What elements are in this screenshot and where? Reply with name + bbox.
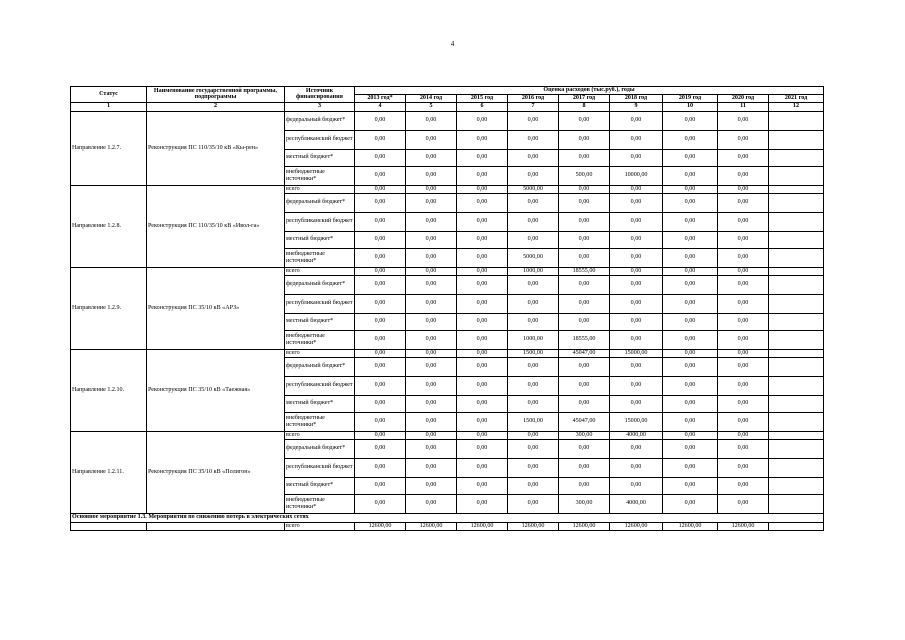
amount-cell: 0,00 <box>559 275 610 294</box>
amount-cell <box>769 439 824 458</box>
amount-cell: 0,00 <box>718 185 769 193</box>
amount-cell: 0,00 <box>457 212 508 231</box>
funding-source-republic: республиканский бюджет <box>285 458 355 477</box>
amount-cell: 45047,00 <box>559 412 610 431</box>
header-year: 2021 год <box>769 94 824 102</box>
amount-cell: 0,00 <box>718 376 769 395</box>
amount-cell: 0,00 <box>663 458 718 477</box>
amount-cell: 0,00 <box>559 477 610 494</box>
amount-cell: 12600,00 <box>355 522 406 530</box>
amount-cell: 0,00 <box>663 395 718 412</box>
amount-cell: 15000,00 <box>610 349 663 357</box>
amount-cell: 0,00 <box>355 248 406 267</box>
amount-cell: 4000,00 <box>610 494 663 513</box>
amount-cell: 0,00 <box>355 231 406 248</box>
amount-cell: 0,00 <box>406 376 457 395</box>
amount-cell: 12600,00 <box>663 522 718 530</box>
project-name: Реконструкция ПС 110/35/10 кВ «Кы-рен» <box>147 111 285 185</box>
amount-cell: 0,00 <box>718 111 769 130</box>
amount-cell: 0,00 <box>610 267 663 275</box>
project-name: Реконструкция ПС 35/10 кВ «Полигон» <box>147 431 285 513</box>
funding-source-federal: федеральный бюджет* <box>285 357 355 376</box>
column-number: 3 <box>285 102 355 111</box>
amount-cell: 0,00 <box>457 376 508 395</box>
amount-cell: 0,00 <box>663 149 718 166</box>
header-year: 2018 год <box>610 94 663 102</box>
amount-cell <box>769 248 824 267</box>
column-number: 12 <box>769 102 824 111</box>
funding-source-republic: республиканский бюджет <box>285 130 355 149</box>
amount-cell <box>769 395 824 412</box>
amount-cell: 0,00 <box>406 412 457 431</box>
direction-status: Направление 1.2.7. <box>71 111 147 185</box>
amount-cell: 0,00 <box>610 248 663 267</box>
amount-cell: 0,00 <box>355 130 406 149</box>
amount-cell <box>769 185 824 193</box>
amount-cell: 0,00 <box>508 130 559 149</box>
name-empty <box>147 522 285 530</box>
amount-cell <box>769 267 824 275</box>
project-name: Реконструкция ПС 35/10 кВ «Таежная» <box>147 349 285 431</box>
amount-cell: 0,00 <box>406 357 457 376</box>
amount-cell: 0,00 <box>718 330 769 349</box>
amount-cell: 0,00 <box>355 275 406 294</box>
amount-cell: 0,00 <box>457 166 508 185</box>
amount-cell: 0,00 <box>663 111 718 130</box>
amount-cell: 0,00 <box>355 357 406 376</box>
amount-cell: 0,00 <box>559 357 610 376</box>
amount-cell: 1500,00 <box>508 349 559 357</box>
amount-cell <box>769 166 824 185</box>
funding-source-local: местный бюджет* <box>285 231 355 248</box>
amount-cell: 0,00 <box>559 313 610 330</box>
amount-cell: 0,00 <box>355 267 406 275</box>
amount-cell: 0,00 <box>457 349 508 357</box>
amount-cell: 0,00 <box>406 313 457 330</box>
amount-cell: 0,00 <box>718 349 769 357</box>
amount-cell: 0,00 <box>406 149 457 166</box>
funding-source-local: местный бюджет* <box>285 477 355 494</box>
amount-cell: 0,00 <box>406 212 457 231</box>
amount-cell: 0,00 <box>610 395 663 412</box>
amount-cell: 1000,00 <box>508 330 559 349</box>
funding-source-total: всего <box>285 267 355 275</box>
amount-cell: 0,00 <box>355 395 406 412</box>
funding-source-extra: внебюджетные источники* <box>285 412 355 431</box>
column-number: 9 <box>610 102 663 111</box>
amount-cell: 0,00 <box>559 149 610 166</box>
amount-cell: 0,00 <box>610 313 663 330</box>
amount-cell <box>769 330 824 349</box>
amount-cell: 0,00 <box>355 412 406 431</box>
column-number: 5 <box>406 102 457 111</box>
header-year: 2014 год <box>406 94 457 102</box>
amount-cell: 0,00 <box>559 376 610 395</box>
amount-cell: 0,00 <box>559 185 610 193</box>
amount-cell <box>769 412 824 431</box>
header-year: 2015 год <box>457 94 508 102</box>
amount-cell: 0,00 <box>718 477 769 494</box>
amount-cell: 0,00 <box>355 111 406 130</box>
amount-cell: 0,00 <box>663 330 718 349</box>
amount-cell: 0,00 <box>406 275 457 294</box>
amount-cell: 0,00 <box>457 458 508 477</box>
column-number: 11 <box>718 102 769 111</box>
amount-cell: 0,00 <box>610 193 663 212</box>
amount-cell: 0,00 <box>406 439 457 458</box>
amount-cell: 4000,00 <box>610 431 663 439</box>
table-row <box>71 111 824 130</box>
amount-cell: 0,00 <box>508 231 559 248</box>
amount-cell: 0,00 <box>406 458 457 477</box>
amount-cell <box>769 313 824 330</box>
amount-cell: 0,00 <box>355 494 406 513</box>
direction-status: Направление 1.2.10. <box>71 349 147 431</box>
amount-cell: 0,00 <box>457 130 508 149</box>
amount-cell: 12600,00 <box>406 522 457 530</box>
amount-cell: 0,00 <box>457 494 508 513</box>
amount-cell: 0,00 <box>559 111 610 130</box>
amount-cell: 0,00 <box>406 231 457 248</box>
amount-cell <box>769 357 824 376</box>
amount-cell: 0,00 <box>718 267 769 275</box>
amount-cell: 0,00 <box>508 395 559 412</box>
amount-cell <box>769 149 824 166</box>
amount-cell: 0,00 <box>355 439 406 458</box>
amount-cell: 0,00 <box>663 267 718 275</box>
amount-cell: 0,00 <box>718 439 769 458</box>
amount-cell: 0,00 <box>663 477 718 494</box>
amount-cell: 0,00 <box>559 395 610 412</box>
amount-cell: 0,00 <box>663 185 718 193</box>
amount-cell: 1500,00 <box>508 412 559 431</box>
amount-cell: 0,00 <box>718 130 769 149</box>
amount-cell: 0,00 <box>508 458 559 477</box>
amount-cell <box>769 212 824 231</box>
amount-cell <box>769 111 824 130</box>
amount-cell: 0,00 <box>718 149 769 166</box>
amount-cell: 0,00 <box>355 212 406 231</box>
amount-cell: 0,00 <box>457 431 508 439</box>
header-name: Наименование государственной программы, подпрограммы <box>147 87 285 103</box>
amount-cell: 0,00 <box>508 149 559 166</box>
amount-cell: 18555,00 <box>559 330 610 349</box>
amount-cell: 0,00 <box>406 267 457 275</box>
amount-cell: 0,00 <box>718 431 769 439</box>
amount-cell: 0,00 <box>406 111 457 130</box>
amount-cell: 0,00 <box>663 431 718 439</box>
amount-cell: 0,00 <box>457 313 508 330</box>
amount-cell: 0,00 <box>663 248 718 267</box>
amount-cell: 0,00 <box>718 193 769 212</box>
amount-cell: 0,00 <box>457 357 508 376</box>
amount-cell: 0,00 <box>559 212 610 231</box>
amount-cell: 0,00 <box>508 431 559 439</box>
amount-cell: 0,00 <box>610 294 663 313</box>
amount-cell: 0,00 <box>406 395 457 412</box>
amount-cell <box>769 294 824 313</box>
amount-cell: 0,00 <box>355 431 406 439</box>
column-number: 6 <box>457 102 508 111</box>
amount-cell: 0,00 <box>663 212 718 231</box>
amount-cell: 0,00 <box>457 267 508 275</box>
amount-cell: 0,00 <box>355 185 406 193</box>
amount-cell: 0,00 <box>406 349 457 357</box>
amount-cell: 0,00 <box>610 149 663 166</box>
amount-cell: 0,00 <box>610 376 663 395</box>
amount-cell: 0,00 <box>663 376 718 395</box>
amount-cell: 0,00 <box>610 458 663 477</box>
amount-cell <box>769 130 824 149</box>
amount-cell: 0,00 <box>718 313 769 330</box>
amount-cell: 0,00 <box>406 330 457 349</box>
table-row <box>71 431 824 439</box>
amount-cell: 0,00 <box>718 458 769 477</box>
amount-cell: 500,00 <box>559 166 610 185</box>
amount-cell: 0,00 <box>559 193 610 212</box>
amount-cell: 0,00 <box>663 130 718 149</box>
amount-cell: 0,00 <box>457 185 508 193</box>
amount-cell: 0,00 <box>457 439 508 458</box>
funding-source-federal: федеральный бюджет* <box>285 111 355 130</box>
amount-cell: 0,00 <box>610 330 663 349</box>
amount-cell: 45047,00 <box>559 349 610 357</box>
status-empty <box>71 522 147 530</box>
amount-cell: 0,00 <box>457 395 508 412</box>
column-number: 1 <box>71 102 147 111</box>
amount-cell: 0,00 <box>355 149 406 166</box>
amount-cell: 0,00 <box>718 248 769 267</box>
amount-cell: 0,00 <box>457 231 508 248</box>
amount-cell: 12600,00 <box>457 522 508 530</box>
amount-cell: 0,00 <box>663 357 718 376</box>
amount-cell: 0,00 <box>718 275 769 294</box>
column-number: 4 <box>355 102 406 111</box>
amount-cell <box>769 231 824 248</box>
amount-cell: 0,00 <box>457 149 508 166</box>
amount-cell: 0,00 <box>663 166 718 185</box>
amount-cell: 0,00 <box>508 313 559 330</box>
amount-cell: 0,00 <box>355 376 406 395</box>
amount-cell: 0,00 <box>355 458 406 477</box>
amount-cell: 0,00 <box>355 193 406 212</box>
funding-source-republic: республиканский бюджет <box>285 294 355 313</box>
amount-cell <box>769 275 824 294</box>
amount-cell: 0,00 <box>718 294 769 313</box>
amount-cell: 0,00 <box>406 248 457 267</box>
amount-cell <box>769 522 824 530</box>
amount-cell: 0,00 <box>508 357 559 376</box>
column-number: 8 <box>559 102 610 111</box>
amount-cell: 0,00 <box>457 275 508 294</box>
header-year: 2016 год <box>508 94 559 102</box>
header-estimate: Оценка расходов (тыс.руб.), годы <box>355 87 824 95</box>
amount-cell: 0,00 <box>663 231 718 248</box>
amount-cell: 0,00 <box>457 330 508 349</box>
funding-source-extra: внебюджетные источники* <box>285 166 355 185</box>
amount-cell: 0,00 <box>406 185 457 193</box>
amount-cell: 0,00 <box>406 193 457 212</box>
section-row <box>71 513 824 522</box>
amount-cell: 0,00 <box>610 212 663 231</box>
amount-cell: 0,00 <box>508 477 559 494</box>
amount-cell: 300,00 <box>559 494 610 513</box>
table-row <box>71 349 824 357</box>
amount-cell: 0,00 <box>406 431 457 439</box>
funding-source-total: всего <box>285 431 355 439</box>
amount-cell <box>769 494 824 513</box>
amount-cell: 0,00 <box>718 357 769 376</box>
budget-table <box>70 86 824 531</box>
amount-cell: 0,00 <box>559 130 610 149</box>
amount-cell: 0,00 <box>718 494 769 513</box>
funding-source-republic: республиканский бюджет <box>285 376 355 395</box>
amount-cell: 10000,00 <box>610 166 663 185</box>
funding-source-extra: внебюджетные источники* <box>285 248 355 267</box>
amount-cell: 0,00 <box>663 349 718 357</box>
header-year: 2020 год <box>718 94 769 102</box>
funding-source-federal: федеральный бюджет* <box>285 193 355 212</box>
amount-cell: 0,00 <box>508 294 559 313</box>
column-number: 7 <box>508 102 559 111</box>
amount-cell: 0,00 <box>559 439 610 458</box>
amount-cell: 0,00 <box>663 294 718 313</box>
amount-cell: 12600,00 <box>508 522 559 530</box>
funding-source-total: всего <box>285 349 355 357</box>
amount-cell: 12600,00 <box>718 522 769 530</box>
amount-cell: 0,00 <box>508 111 559 130</box>
section-title: Основное мероприятие 1.3. Мероприятия по снижению потерь в электрических сетях <box>71 513 824 522</box>
amount-cell: 0,00 <box>718 395 769 412</box>
funding-source-total: всего <box>285 185 355 193</box>
amount-cell: 18555,00 <box>559 267 610 275</box>
amount-cell: 0,00 <box>355 477 406 494</box>
amount-cell: 12600,00 <box>610 522 663 530</box>
amount-cell: 12600,00 <box>559 522 610 530</box>
direction-status: Направление 1.2.8. <box>71 185 147 267</box>
amount-cell: 0,00 <box>663 275 718 294</box>
amount-cell: 0,00 <box>718 412 769 431</box>
funding-source-local: местный бюджет* <box>285 395 355 412</box>
header-status: Статус <box>71 87 147 103</box>
amount-cell: 0,00 <box>718 231 769 248</box>
header-source: Источник финансирования <box>285 87 355 103</box>
amount-cell: 0,00 <box>355 349 406 357</box>
amount-cell: 0,00 <box>610 357 663 376</box>
amount-cell: 0,00 <box>718 212 769 231</box>
amount-cell: 0,00 <box>355 330 406 349</box>
amount-cell <box>769 458 824 477</box>
amount-cell: 0,00 <box>457 193 508 212</box>
amount-cell: 0,00 <box>663 494 718 513</box>
direction-status: Направление 1.2.9. <box>71 267 147 349</box>
amount-cell: 0,00 <box>406 477 457 494</box>
amount-cell: 0,00 <box>663 439 718 458</box>
amount-cell: 0,00 <box>508 212 559 231</box>
amount-cell: 0,00 <box>406 166 457 185</box>
amount-cell: 0,00 <box>355 294 406 313</box>
funding-source-republic: республиканский бюджет <box>285 212 355 231</box>
table-row <box>71 267 824 275</box>
column-number: 10 <box>663 102 718 111</box>
amount-cell: 0,00 <box>610 231 663 248</box>
amount-cell <box>769 477 824 494</box>
amount-cell <box>769 193 824 212</box>
amount-cell: 0,00 <box>508 439 559 458</box>
amount-cell: 0,00 <box>610 477 663 494</box>
funding-source-federal: федеральный бюджет* <box>285 275 355 294</box>
funding-source-local: местный бюджет* <box>285 149 355 166</box>
amount-cell <box>769 431 824 439</box>
amount-cell: 0,00 <box>457 412 508 431</box>
amount-cell: 0,00 <box>355 166 406 185</box>
amount-cell: 0,00 <box>610 111 663 130</box>
amount-cell: 0,00 <box>508 166 559 185</box>
amount-cell: 300,00 <box>559 431 610 439</box>
amount-cell: 0,00 <box>406 494 457 513</box>
project-name: Реконструкция ПС 35/10 кВ «АРЗ» <box>147 267 285 349</box>
amount-cell: 0,00 <box>508 376 559 395</box>
funding-source-local: местный бюджет* <box>285 313 355 330</box>
funding-source-extra: внебюджетные источники* <box>285 494 355 513</box>
amount-cell: 0,00 <box>355 313 406 330</box>
amount-cell: 0,00 <box>663 412 718 431</box>
amount-cell: 0,00 <box>559 294 610 313</box>
amount-cell: 0,00 <box>559 248 610 267</box>
amount-cell: 5000,00 <box>508 185 559 193</box>
amount-cell: 0,00 <box>457 111 508 130</box>
amount-cell: 0,00 <box>559 458 610 477</box>
amount-cell: 0,00 <box>508 494 559 513</box>
amount-cell: 0,00 <box>663 193 718 212</box>
header-year: 2017 год <box>559 94 610 102</box>
header-year: 2013 год* <box>355 94 406 102</box>
amount-cell: 15000,00 <box>610 412 663 431</box>
header-year: 2019 год <box>663 94 718 102</box>
table-row <box>71 185 824 193</box>
amount-cell: 0,00 <box>610 275 663 294</box>
amount-cell: 0,00 <box>457 477 508 494</box>
amount-cell: 0,00 <box>406 294 457 313</box>
amount-cell: 0,00 <box>457 294 508 313</box>
direction-status: Направление 1.2.11. <box>71 431 147 513</box>
amount-cell: 0,00 <box>610 185 663 193</box>
page-number: 4 <box>450 40 455 48</box>
amount-cell: 0,00 <box>406 130 457 149</box>
funding-source-total: всего <box>285 522 355 530</box>
amount-cell: 0,00 <box>663 313 718 330</box>
amount-cell: 0,00 <box>718 166 769 185</box>
amount-cell <box>769 376 824 395</box>
amount-cell: 0,00 <box>508 275 559 294</box>
amount-cell: 0,00 <box>559 231 610 248</box>
amount-cell <box>769 349 824 357</box>
amount-cell: 1000,00 <box>508 267 559 275</box>
project-name: Реконструкция ПС 110/35/10 кВ «Ивол-га» <box>147 185 285 267</box>
table-row <box>71 522 824 530</box>
amount-cell: 0,00 <box>508 193 559 212</box>
column-number: 2 <box>147 102 285 111</box>
funding-source-federal: федеральный бюджет* <box>285 439 355 458</box>
amount-cell: 0,00 <box>610 439 663 458</box>
amount-cell: 5000,00 <box>508 248 559 267</box>
amount-cell: 0,00 <box>457 248 508 267</box>
amount-cell: 0,00 <box>610 130 663 149</box>
funding-source-extra: внебюджетные источники* <box>285 330 355 349</box>
